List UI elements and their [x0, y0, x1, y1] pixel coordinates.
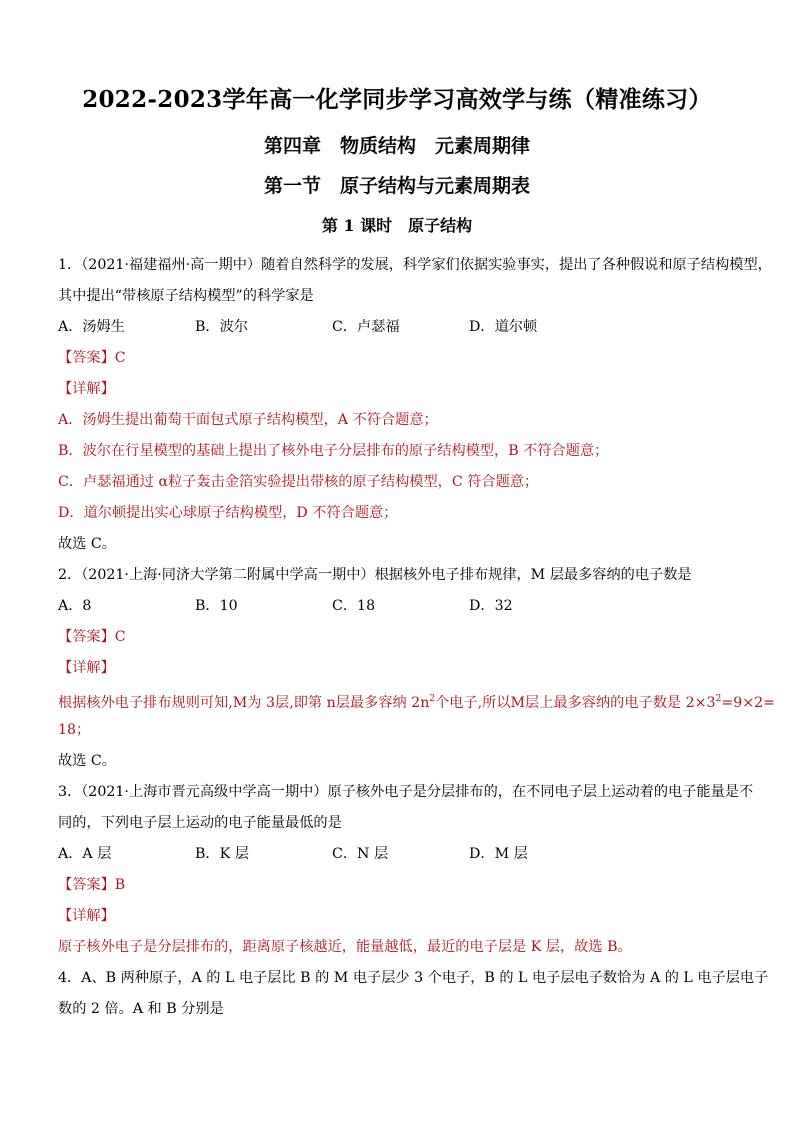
option-d: D．32: [469, 598, 513, 614]
detail-label: 【详解】: [58, 381, 115, 397]
detail-label: 【详解】: [58, 908, 115, 924]
detail-label: 【详解】: [58, 660, 115, 676]
superscript: 2: [429, 694, 436, 704]
question-1: [58, 250, 772, 560]
option-b: B．波尔: [195, 319, 248, 335]
lesson-heading: 第 1 课时 原子结构: [321, 216, 473, 235]
answer-label: 【答案】B: [58, 877, 126, 893]
detail-line: D．道尔顿提出实心球原子结构模型，D 不符合题意；: [58, 505, 398, 521]
question-stem: 同的，下列电子层上运动的电子能量最低的是: [58, 815, 342, 831]
option-b: B．K 层: [195, 846, 249, 862]
question-3: [58, 777, 754, 963]
question-stem: 3．（2021·上海市晋元高级中学高一期中）原子核外电子是分层排布的，在不同电子层上运动着的电子能量是不: [58, 784, 754, 800]
detail-text: 根据核外电子排布规则可知,M为 3层,即第 n层最多容纳 2n: [58, 695, 430, 711]
option-list: [58, 591, 748, 622]
detail-line: C．卢瑟福通过 α粒子轰击金箔实验提出带核的原子结构模型，C 符合题意；: [58, 474, 539, 490]
option-list: [58, 312, 748, 343]
option-c: C．18: [332, 598, 376, 614]
detail-text: 个电子,所以M层上最多容纳的电子数是 2×3: [435, 695, 716, 711]
conclusion: 故选 C。: [58, 753, 116, 769]
document-title: 2022-2023学年高一化学同步学习高效学与练（精准练习）: [82, 86, 712, 113]
option-a: A．A 层: [58, 846, 112, 862]
chapter-heading: 第四章 物质结构 元素周期律: [263, 135, 530, 157]
answer-label: 【答案】C: [58, 629, 126, 645]
option-b: B．10: [195, 598, 238, 614]
detail-line: 原子核外电子是分层排布的，距离原子核越近，能量越低，最近的电子层是 K 层，故选 B。: [58, 939, 632, 955]
detail-line: 18；: [58, 722, 91, 738]
detail-line: B．波尔在行星模型的基础上提出了核外电子分层排布的原子结构模型，B 不符合题意；: [58, 443, 609, 459]
section-heading: 第一节 原子结构与元素周期表: [263, 175, 530, 197]
option-d: D．道尔顿: [469, 319, 538, 335]
answer-label: 【答案】C: [58, 350, 126, 366]
detail-line: A．汤姆生提出葡萄干面包式原子结构模型，A 不符合题意；: [58, 412, 438, 428]
question-stem: 2．（2021·上海·同济大学第二附属中学高一期中）根据核外电子排布规律，M 层最多容纳的电子数是: [58, 567, 692, 583]
question-stem: 其中提出“带核原子结构模型”的科学家是: [58, 288, 314, 304]
option-c: C．N 层: [332, 846, 389, 862]
question-4: [58, 963, 769, 1025]
conclusion: 故选 C。: [58, 536, 116, 552]
question-stem: 1．（2021·福建福州·高一期中）随着自然科学的发展，科学家们依据实验事实，提出了各种假说和原子结构模型，: [58, 257, 772, 273]
question-stem: 数的 2 倍。A 和 B 分别是: [58, 1001, 224, 1017]
option-list: [58, 839, 748, 870]
option-a: A．汤姆生: [58, 319, 125, 335]
detail-text: =9×2=: [721, 695, 776, 711]
superscript: 2: [715, 694, 722, 704]
question-stem: 4．A、B 两种原子，A 的 L 电子层比 B 的 M 电子层少 3 个电子，B 的 L 电子层电子数恰为 A 的 L 电子层电子: [58, 970, 769, 986]
option-c: C．卢瑟福: [332, 319, 400, 335]
option-a: A．8: [58, 598, 92, 614]
option-d: D．M 层: [469, 846, 528, 862]
